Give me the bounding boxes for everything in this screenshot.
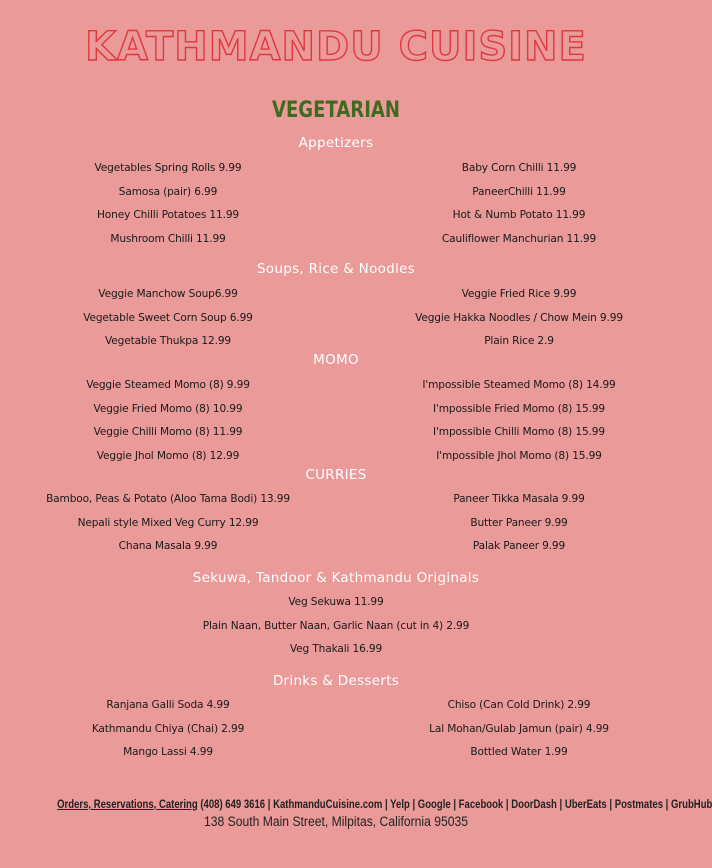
section-title: MOMO <box>313 352 359 368</box>
menu-item: Vegetable Thukpa 12.99 <box>104 335 232 347</box>
menu-item: Veggie Fried Rice 9.99 <box>461 288 577 300</box>
footer-links <box>57 799 712 811</box>
menu-item: Veg Thakali 16.99 <box>289 643 383 655</box>
grubhub-link[interactable]: GrubHub <box>671 799 712 811</box>
menu-column-right <box>336 283 672 354</box>
menu-item: Vegetables Spring Rolls 9.99 <box>94 162 242 174</box>
menu-item: Veggie Fried Momo (8) 10.99 <box>93 402 243 415</box>
menu-item: Veggie Jhol Momo (8) 12.99 <box>96 449 240 462</box>
website-link[interactable]: KathmanduCuisine.com <box>273 799 383 811</box>
menu-item: PaneerChilli 11.99 <box>472 185 566 198</box>
menu-item: I'mpossible Chilli Momo (8) 15.99 <box>433 426 605 438</box>
menu-column-right <box>336 488 672 559</box>
menu-item: Samosa (pair) 6.99 <box>118 185 218 198</box>
section-title: Soups, Rice & Noodles <box>256 261 416 277</box>
section-drinks-desserts <box>0 671 672 765</box>
menu-item: Nepali style Mixed Veg Curry 12.99 <box>77 516 259 529</box>
separator: | <box>412 799 416 811</box>
menu-item: I'mpossible Jhol Momo (8) 15.99 <box>436 449 602 462</box>
menu-column-left <box>0 283 336 354</box>
orders-link[interactable]: Orders, Reservations, Catering <box>57 799 198 811</box>
menu-column-left <box>0 694 336 765</box>
facebook-link[interactable]: Facebook <box>458 799 504 811</box>
postmates-link[interactable]: Postmates <box>614 799 664 811</box>
menu-item: Palak Paneer 9.99 <box>472 540 566 552</box>
section-curries <box>0 465 672 559</box>
menu-item: Mushroom Chilli 11.99 <box>110 232 226 245</box>
menu-item: Veggie Hakka Noodles / Chow Mein 9.99 <box>415 311 623 324</box>
separator: | <box>559 799 563 811</box>
menu-item: Veggie Steamed Momo (8) 9.99 <box>86 379 250 391</box>
menu-column-right <box>336 374 672 468</box>
ubereats-link[interactable]: UberEats <box>564 799 607 811</box>
menu-item: Paneer Tikka Masala 9.99 <box>453 493 585 505</box>
menu-column-left <box>0 157 336 251</box>
menu-column-left <box>0 374 336 468</box>
menu-item: Plain Naan, Butter Naan, Garlic Naan (cut in 4) 2.99 <box>202 619 470 632</box>
restaurant-address: 138 South Main Street, Milpitas, California 95035 <box>203 814 469 829</box>
menu-column-right <box>336 157 672 251</box>
yelp-link[interactable]: Yelp <box>390 799 410 811</box>
menu-column-right <box>336 694 672 765</box>
doordash-link[interactable]: DoorDash <box>511 799 557 811</box>
menu-item: Bottled Water 1.99 <box>470 746 568 758</box>
section-sekuwa-tandoor <box>0 568 672 662</box>
phone-number[interactable]: (408) 649 3616 <box>200 799 266 811</box>
separator: | <box>453 799 457 811</box>
separator: | <box>267 799 271 811</box>
menu-item: Veg Sekuwa 11.99 <box>288 596 384 608</box>
menu-item: Vegetable Sweet Corn Soup 6.99 <box>83 311 253 324</box>
menu-item: Butter Paneer 9.99 <box>470 516 568 529</box>
menu-item: Lal Mohan/Gulab Jamun (pair) 4.99 <box>429 722 609 735</box>
section-title: CURRIES <box>305 467 367 483</box>
separator: | <box>385 799 388 811</box>
menu-item: Ranjana Galli Soda 4.99 <box>106 699 230 711</box>
category-heading: VEGETARIAN <box>272 98 400 123</box>
separator: | <box>505 799 509 811</box>
menu-column-left <box>0 488 336 559</box>
separator: | <box>609 799 613 811</box>
menu-item: Plain Rice 2.9 <box>484 335 554 347</box>
menu-item: I'mpossible Fried Momo (8) 15.99 <box>432 402 606 415</box>
section-title: Drinks & Desserts <box>272 673 400 689</box>
menu-item: I'mpossible Steamed Momo (8) 14.99 <box>422 379 616 391</box>
menu-item: Mango Lassi 4.99 <box>123 746 213 758</box>
menu-item: Honey Chilli Potatoes 11.99 <box>96 209 240 221</box>
section-title: Sekuwa, Tandoor & Kathmandu Originals <box>192 570 480 586</box>
section-title: Appetizers <box>298 135 374 151</box>
menu-item: Kathmandu Chiya (Chai) 2.99 <box>91 722 245 735</box>
menu-item: Baby Corn Chilli 11.99 <box>461 162 577 174</box>
google-link[interactable]: Google <box>417 799 451 811</box>
menu-item: Chiso (Can Cold Drink) 2.99 <box>447 699 591 711</box>
separator: | <box>665 799 669 811</box>
menu-item: Hot & Numb Potato 11.99 <box>452 209 586 221</box>
menu-item: Chana Masala 9.99 <box>118 540 218 552</box>
menu-item: Cauliflower Manchurian 11.99 <box>441 232 597 245</box>
menu-item: Veggie Chilli Momo (8) 11.99 <box>93 426 243 438</box>
restaurant-name: KATHMANDU CUISINE <box>85 24 587 70</box>
section-appetizers <box>0 133 672 251</box>
menu-item: Veggie Manchow Soup6.99 <box>98 288 238 300</box>
menu-item: Bamboo, Peas & Potato (Aloo Tama Bodi) 13.99 <box>46 493 290 505</box>
section-momo <box>0 350 672 468</box>
section-soups-rice-noodles <box>0 259 672 354</box>
